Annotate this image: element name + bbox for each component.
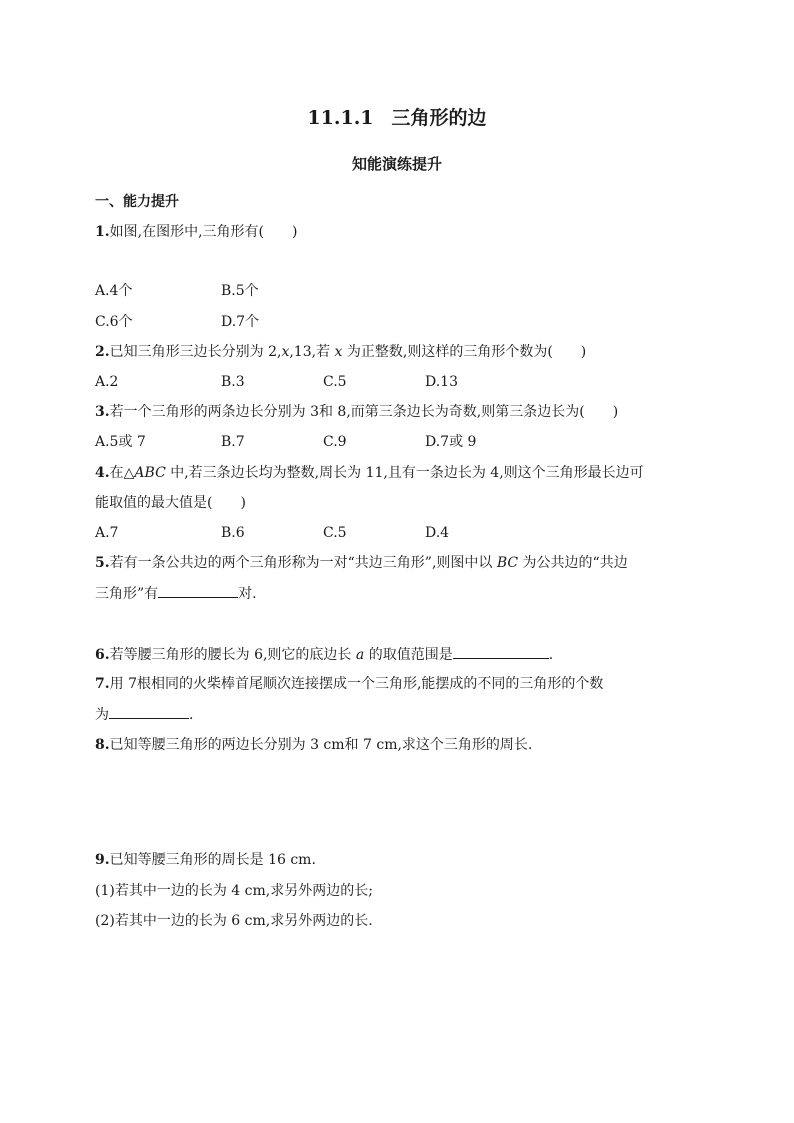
q3-option-b: B.7 <box>221 434 245 450</box>
answer-blank[interactable] <box>109 704 189 719</box>
q3-option-c: C.9 <box>323 434 347 450</box>
q3-option-d: D.7或 9 <box>425 434 477 450</box>
question-8: 8.已知等腰三角形的两边长分别为 3 cm和 7 cm,求这个三角形的周长. <box>95 737 533 753</box>
question-4: 4.在△ABC 中,若三条边长均为整数,周长为 11,且有一条边长为 4,则这个三角形最长边可 <box>95 465 644 481</box>
answer-blank[interactable] <box>158 583 238 598</box>
q4-option-d: D.4 <box>425 525 450 541</box>
question-3: 3.若一个三角形的两条边长分别为 3和 8,而第三条边长为奇数,则第三条边长为( ) <box>95 404 619 420</box>
section-heading: 一、能力提升 <box>95 194 179 210</box>
title-text: 三角形的边 <box>391 107 487 129</box>
section-number: 11.1.1 <box>307 107 374 129</box>
question-7-line-2: 为 . <box>95 704 193 725</box>
q4-option-b: B.6 <box>221 525 245 541</box>
q1-option-b: B.5个 <box>221 283 259 299</box>
question-9-part-2: (2)若其中一边的长为 6 cm,求另外两边的长. <box>95 913 373 929</box>
question-4-line-2: 能取值的最大值是( ) <box>95 495 246 511</box>
page-title <box>0 103 794 130</box>
q2-option-c: C.5 <box>323 374 347 390</box>
question-5: 5.若有一条公共边的两个三角形称为一对“共边三角形”,则图中以 BC 为公共边的“共边 <box>95 555 628 571</box>
answer-blank[interactable] <box>453 644 549 659</box>
q1-option-c: C.6个 <box>95 314 133 330</box>
question-6: 6.若等腰三角形的腰长为 6,则它的底边长 a 的取值范围是 . <box>95 644 553 665</box>
question-5-line-2: 三角形”有 对. <box>95 583 257 604</box>
question-1: 1.如图,在图形中,三角形有( ) <box>95 224 298 240</box>
q1-option-d: D.7个 <box>221 314 260 330</box>
q2-option-a: A.2 <box>95 374 119 390</box>
q4-option-c: C.5 <box>323 525 347 541</box>
question-2: 2.已知三角形三边长分别为 2,x,13,若 x 为正整数,则这样的三角形个数为( ) <box>95 344 587 360</box>
question-9-part-1: (1)若其中一边的长为 4 cm,求另外两边的长; <box>95 883 373 899</box>
q4-option-a: A.7 <box>95 525 119 541</box>
q2-option-d: D.13 <box>425 374 458 390</box>
q1-option-a: A.4个 <box>95 283 133 299</box>
q2-option-b: B.3 <box>221 374 245 390</box>
question-9: 9.已知等腰三角形的周长是 16 cm. <box>95 852 316 868</box>
question-7: 7.用 7根相同的火柴棒首尾顺次连接摆成一个三角形,能摆成的不同的三角形的个数 <box>95 676 604 692</box>
q3-option-a: A.5或 7 <box>95 434 146 450</box>
page-subtitle: 知能演练提升 <box>351 155 442 173</box>
